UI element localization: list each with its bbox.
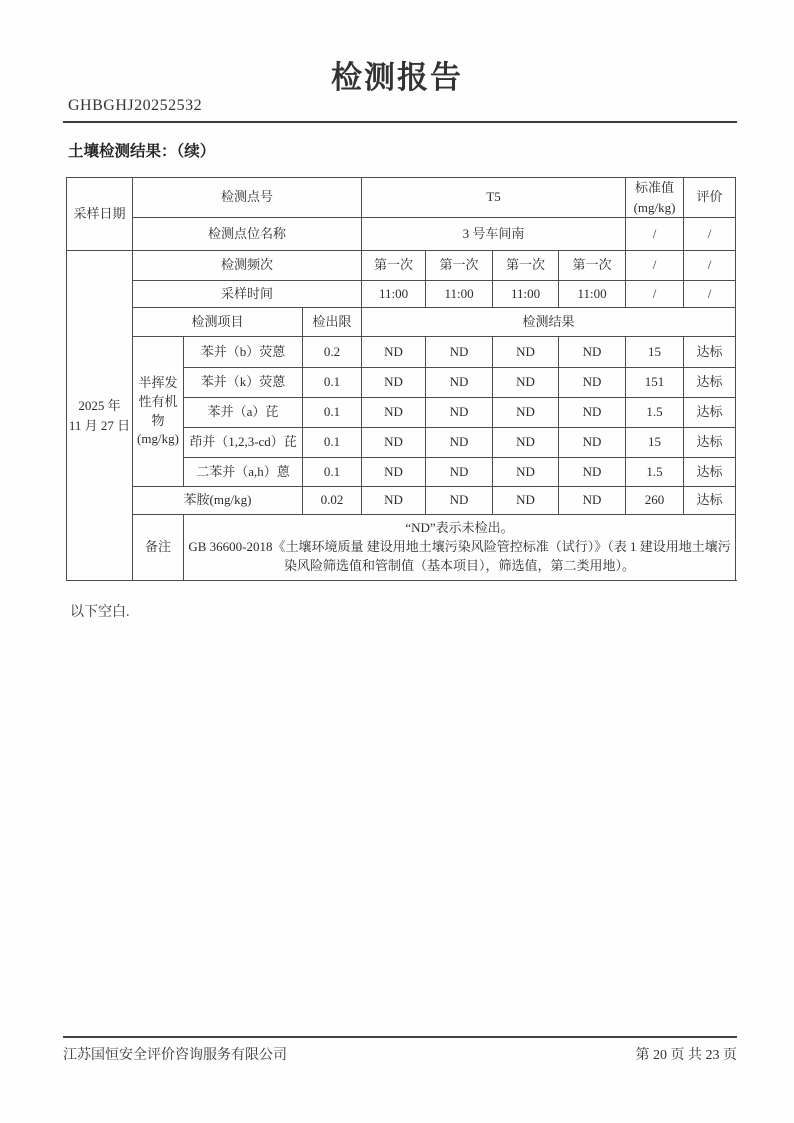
result-cell: ND bbox=[493, 458, 559, 487]
result-cell: ND bbox=[362, 428, 426, 458]
limit-cell: 0.1 bbox=[303, 428, 362, 458]
standard-cell: 1.5 bbox=[626, 458, 684, 487]
na-cell: / bbox=[626, 251, 684, 281]
sampling-date-header-cell bbox=[67, 178, 133, 251]
time-value-cell: 11:00 bbox=[362, 281, 426, 308]
header-divider bbox=[63, 121, 737, 123]
remark-label-cell: 备注 bbox=[133, 515, 184, 581]
standard-label: 标准值 bbox=[635, 180, 675, 195]
result-cell: ND bbox=[362, 458, 426, 487]
limit-cell: 0.1 bbox=[303, 458, 362, 487]
standard-cell: 15 bbox=[626, 337, 684, 368]
na-cell: / bbox=[684, 251, 736, 281]
item-name-cell: 茚并（1,2,3-cd）芘 bbox=[184, 428, 303, 458]
item-name-cell: 苯并（k）荧蒽 bbox=[184, 368, 303, 398]
result-cell: ND bbox=[426, 487, 493, 515]
result-cell: ND bbox=[426, 368, 493, 398]
standard-cell: 15 bbox=[626, 428, 684, 458]
result-cell: ND bbox=[559, 458, 626, 487]
item-name-cell: 二苯并（a,h）蒽 bbox=[184, 458, 303, 487]
header-row-time bbox=[67, 281, 736, 308]
result-cell: ND bbox=[559, 368, 626, 398]
soil-results-table bbox=[66, 177, 736, 581]
header-row-point-no bbox=[67, 178, 736, 218]
result-cell: ND bbox=[559, 337, 626, 368]
point-name-label-cell: 检测点位名称 bbox=[133, 218, 362, 251]
evaluation-cell: 达标 bbox=[684, 428, 736, 458]
limit-cell: 0.1 bbox=[303, 368, 362, 398]
result-cell: ND bbox=[559, 428, 626, 458]
sampling-date-line1: 2025 年 bbox=[78, 398, 121, 413]
result-cell: ND bbox=[559, 487, 626, 515]
frequency-value-cell: 第一次 bbox=[493, 251, 559, 281]
limit-cell: 0.02 bbox=[303, 487, 362, 515]
standard-cell: 151 bbox=[626, 368, 684, 398]
limit-cell: 0.2 bbox=[303, 337, 362, 368]
sampling-date-line2: 11 月 27 日 bbox=[68, 417, 131, 433]
result-cell: ND bbox=[362, 487, 426, 515]
time-value-cell: 11:00 bbox=[559, 281, 626, 308]
page-footer bbox=[63, 1036, 737, 1064]
footer-company: 江苏国恒安全评价咨询服务有限公司 bbox=[63, 1048, 287, 1063]
sampling-date-value-cell bbox=[67, 251, 133, 581]
result-cell: ND bbox=[493, 398, 559, 428]
footer-page-number: 第 20 页 共 23 页 bbox=[635, 1048, 737, 1063]
remark-row bbox=[67, 515, 736, 581]
result-cell: ND bbox=[493, 368, 559, 398]
point-no-value-cell: T5 bbox=[362, 178, 626, 218]
point-name-value-cell: 3 号车间南 bbox=[362, 218, 626, 251]
frequency-label-cell: 检测频次 bbox=[133, 251, 362, 281]
evaluation-cell: 达标 bbox=[684, 368, 736, 398]
evaluation-cell: 达标 bbox=[684, 487, 736, 515]
group-label-cell: 半挥发性有机物(mg/kg) bbox=[133, 337, 184, 487]
result-cell: ND bbox=[362, 398, 426, 428]
evaluation-cell: 达标 bbox=[684, 398, 736, 428]
sampling-date-label: 采样日期 bbox=[73, 206, 126, 222]
na-cell: / bbox=[684, 218, 736, 251]
remark-content-cell bbox=[184, 515, 736, 581]
limit-cell: 0.1 bbox=[303, 398, 362, 428]
na-cell: / bbox=[626, 218, 684, 251]
result-cell: ND bbox=[493, 337, 559, 368]
frequency-value-cell: 第一次 bbox=[426, 251, 493, 281]
header-row-frequency bbox=[67, 251, 736, 281]
limit-label-cell: 检出限 bbox=[303, 308, 362, 337]
frequency-value-cell: 第一次 bbox=[559, 251, 626, 281]
item-name-cell: 苯并（b）荧蒽 bbox=[184, 337, 303, 368]
evaluation-cell: 达标 bbox=[684, 458, 736, 487]
result-cell: ND bbox=[362, 337, 426, 368]
evaluation-cell: 达标 bbox=[684, 337, 736, 368]
item-name-cell: 苯胺(mg/kg) bbox=[133, 487, 303, 515]
frequency-value-cell: 第一次 bbox=[362, 251, 426, 281]
result-cell: ND bbox=[493, 487, 559, 515]
evaluation-header-cell: 评价 bbox=[684, 178, 736, 218]
na-cell: / bbox=[684, 281, 736, 308]
point-no-label-cell: 检测点号 bbox=[133, 178, 362, 218]
result-label-cell: 检测结果 bbox=[362, 308, 736, 337]
time-label-cell: 采样时间 bbox=[133, 281, 362, 308]
page-title: 检测报告 bbox=[331, 60, 463, 95]
result-cell: ND bbox=[426, 458, 493, 487]
standard-cell: 260 bbox=[626, 487, 684, 515]
remark-line1: “ND”表示未检出。 bbox=[405, 520, 514, 536]
header-row-items bbox=[67, 308, 736, 337]
header-row-point-name bbox=[67, 218, 736, 251]
item-row-aniline bbox=[67, 487, 736, 515]
result-cell: ND bbox=[559, 398, 626, 428]
result-cell: ND bbox=[426, 337, 493, 368]
result-cell: ND bbox=[493, 428, 559, 458]
item-name-cell: 苯并（a）芘 bbox=[184, 398, 303, 428]
standard-cell: 1.5 bbox=[626, 398, 684, 428]
result-cell: ND bbox=[426, 428, 493, 458]
standard-header-cell bbox=[626, 178, 684, 218]
section-title: 土壤检测结果：（续） bbox=[68, 143, 216, 160]
time-value-cell: 11:00 bbox=[426, 281, 493, 308]
time-value-cell: 11:00 bbox=[493, 281, 559, 308]
na-cell: / bbox=[626, 281, 684, 308]
result-cell: ND bbox=[426, 398, 493, 428]
item-row bbox=[67, 337, 736, 368]
item-label-cell: 检测项目 bbox=[133, 308, 303, 337]
report-number: GHBGHJ20252532 bbox=[68, 97, 203, 114]
remark-line2: GB 36600-2018《土壤环境质量 建设用地土壤污染风险管控标准（试行）》（表 1 建设用地土壤污染风险筛选值和管制值（基本项目），筛选值，第二类用地）。 bbox=[188, 539, 731, 573]
result-cell: ND bbox=[362, 368, 426, 398]
blank-below-note: 以下空白. bbox=[70, 605, 130, 620]
standard-unit: (mg/kg) bbox=[633, 199, 676, 215]
